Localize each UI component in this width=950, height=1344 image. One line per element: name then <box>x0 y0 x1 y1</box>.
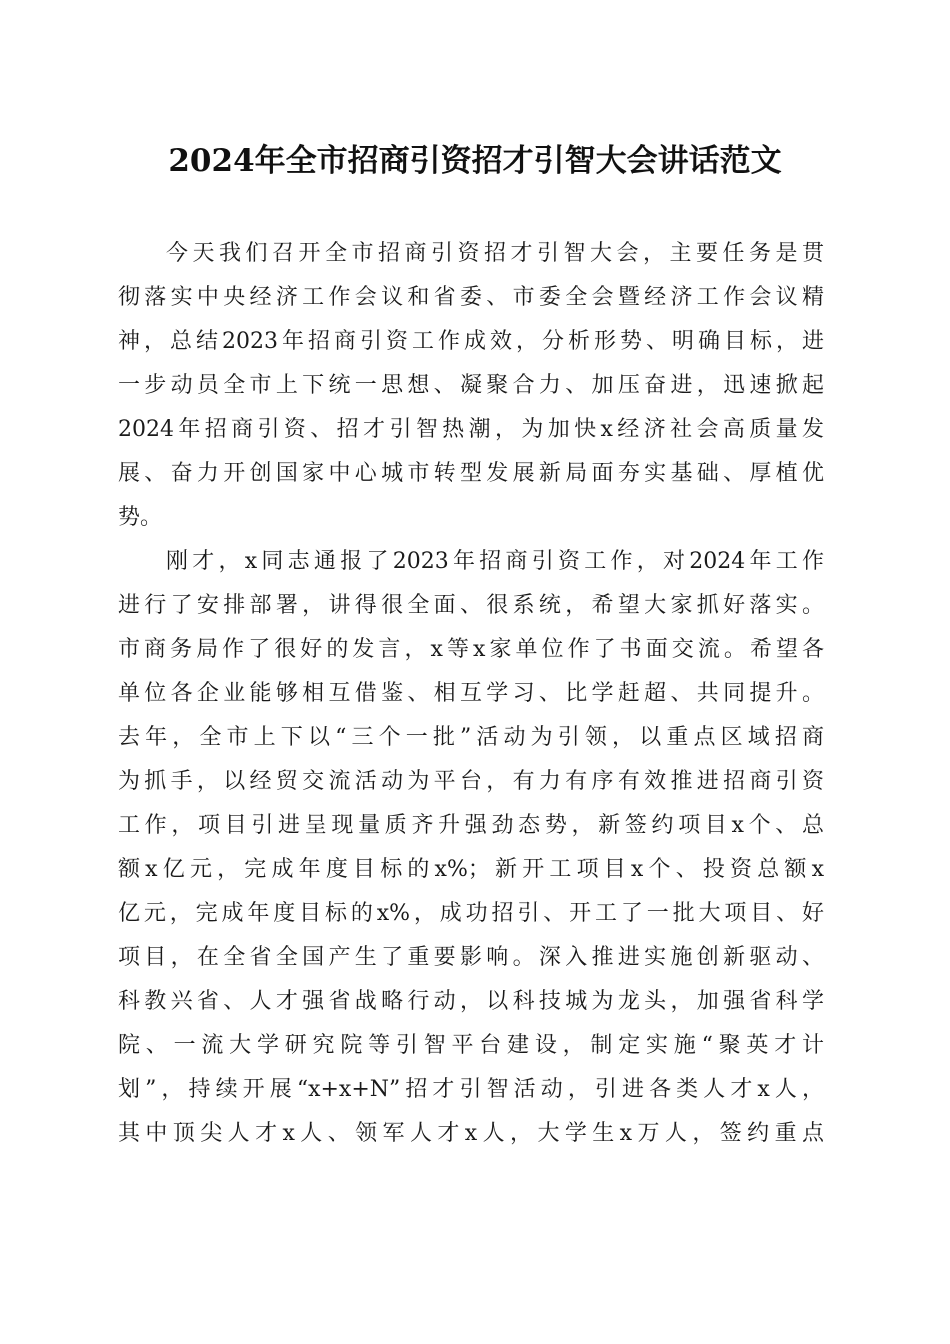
paragraph-2-line-10: 项目，在全省全国产生了重要影响。深入推进实施创新驱动、 <box>118 945 824 970</box>
paragraph-2-line-8: 额x亿元，完成年度目标的x%；新开工项目x个、投资总额x <box>118 857 824 882</box>
paragraph-1-line-2: 彻落实中央经济工作会议和省委、市委全会暨经济工作会议精 <box>118 285 824 310</box>
paragraph-1-line-5: 2024年招商引资、招才引智热潮，为加快x经济社会高质量发 <box>118 417 824 442</box>
paragraph-2-line-4: 单位各企业能够相互借鉴、相互学习、比学赶超、共同提升。 <box>118 681 824 706</box>
paragraph-1-line-6: 展、奋力开创国家中心城市转型发展新局面夯实基础、厚植优 <box>118 461 824 486</box>
document-title: 2024年全市招商引资招才引智大会讲话范文 <box>168 143 782 179</box>
paragraph-2-line-3: 市商务局作了很好的发言，x等x家单位作了书面交流。希望各 <box>118 637 824 662</box>
paragraph-2-line-2: 进行了安排部署，讲得很全面、很系统，希望大家抓好落实。 <box>118 593 824 618</box>
paragraph-2-line-7: 工作，项目引进呈现量质齐升强劲态势，新签约项目x个、总 <box>118 813 824 838</box>
paragraph-2-line-11: 科教兴省、人才强省战略行动，以科技城为龙头，加强省科学 <box>118 989 824 1014</box>
paragraph-1-line-4: 一步动员全市上下统一思想、凝聚合力、加压奋进，迅速掀起 <box>118 373 824 398</box>
paragraph-1-line-1: 今天我们召开全市招商引资招才引智大会，主要任务是贯 <box>166 241 824 266</box>
paragraph-2-line-12: 院、一流大学研究院等引智平台建设，制定实施“聚英才计 <box>118 1033 824 1058</box>
paragraph-2-line-14: 其中顶尖人才x人、领军人才x人，大学生x万人，签约重点 <box>118 1121 824 1146</box>
paragraph-2-line-5: 去年，全市上下以“三个一批”活动为引领，以重点区域招商 <box>118 725 824 750</box>
paragraph-2-line-1: 刚才，x同志通报了2023年招商引资工作，对2024年工作 <box>166 549 824 574</box>
paragraph-2-line-9: 亿元，完成年度目标的x%，成功招引、开工了一批大项目、好 <box>118 901 824 926</box>
paragraph-1-line-7: 势。 <box>118 505 163 530</box>
paragraph-2-line-6: 为抓手，以经贸交流活动为平台，有力有序有效推进招商引资 <box>118 769 824 794</box>
paragraph-2-line-13: 划”，持续开展“x+x+N”招才引智活动，引进各类人才x人， <box>118 1077 824 1102</box>
paragraph-1-line-3: 神，总结2023年招商引资工作成效，分析形势、明确目标，进 <box>118 329 824 354</box>
document-body <box>118 232 824 1156</box>
